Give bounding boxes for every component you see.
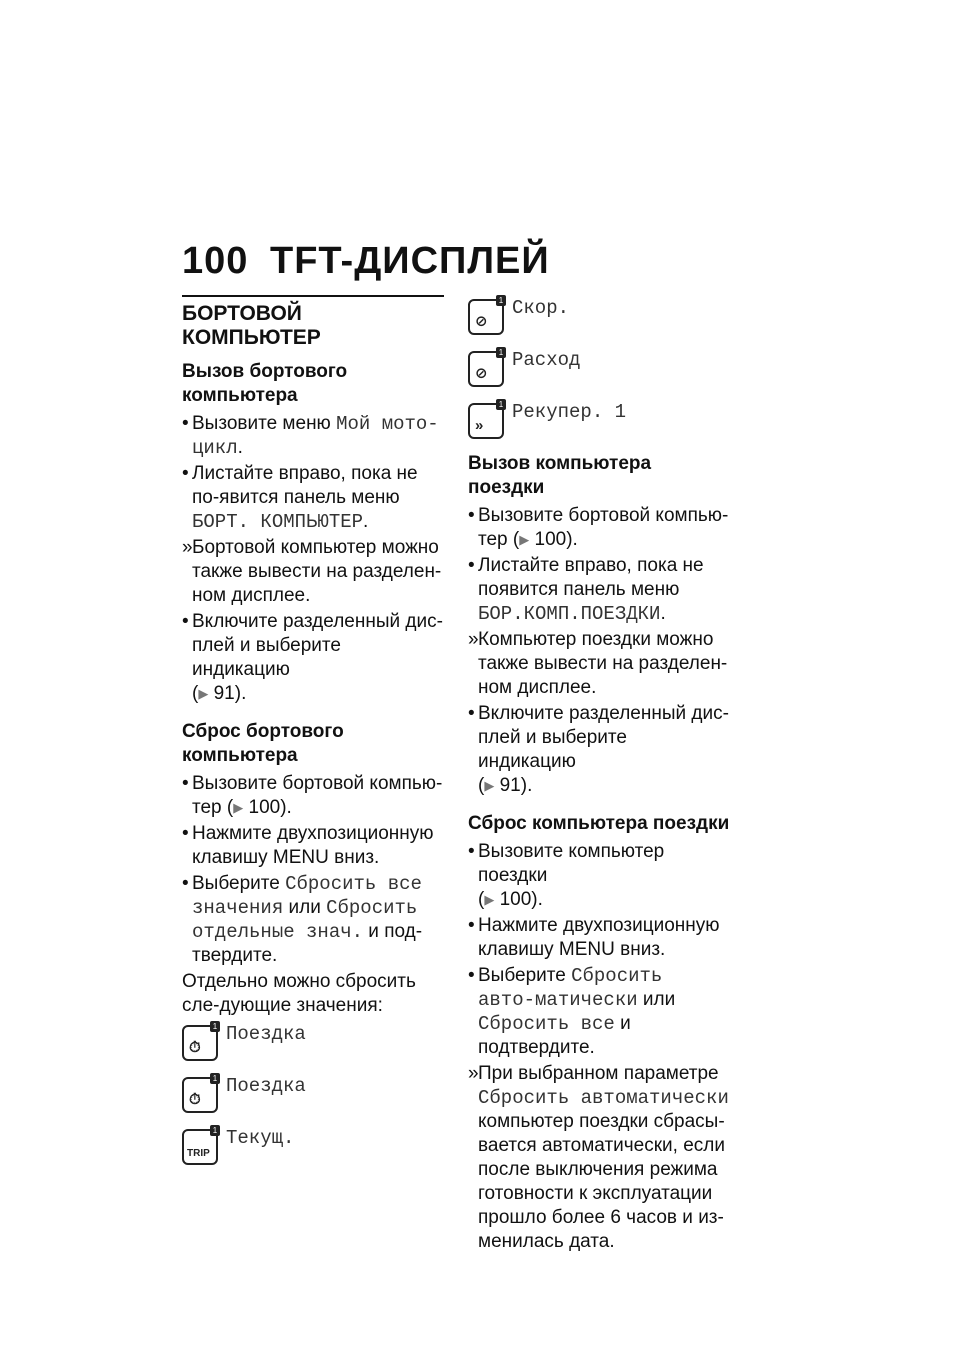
result-arrow-icon: » xyxy=(468,1063,479,1085)
page-ref-arrow-icon: ▶ xyxy=(484,892,495,908)
result-item: » Компьютер поездки можно также вывести на разделен-ном дисплее. xyxy=(468,629,728,699)
value-label: Рекупер. 1 xyxy=(512,401,627,423)
page-ref-arrow-icon: ▶ xyxy=(233,800,244,816)
section-title: БОРТОВОЙ КОМПЬЮТЕР xyxy=(182,295,444,350)
subsection-title: Вызов компьютера поездки xyxy=(468,453,652,498)
value-row xyxy=(182,1022,444,1068)
stopwatch-icon: 1 ⏱ xyxy=(182,1025,218,1061)
list-item: • Вызовите меню Мой мото-цикл. xyxy=(182,413,439,459)
list-item: • Вызовите компьютер поездки (▶ 100). xyxy=(468,841,665,911)
result-arrow-icon: » xyxy=(182,537,193,558)
bullet-icon: • xyxy=(182,773,189,795)
recuperation-icon: 1 » xyxy=(468,403,504,439)
bullet-icon: • xyxy=(468,505,475,526)
value-row xyxy=(182,1126,444,1172)
value-label: Поездка xyxy=(226,1075,306,1098)
list-item: • Включите разделенный дис-плей и выберите индикацию (▶ 91). xyxy=(182,611,443,705)
page-number: 100 xyxy=(182,240,249,282)
result-item: » Бортовой компьютер можно также вывести на разделен-ном дисплее. xyxy=(182,537,442,606)
bullet-icon: • xyxy=(468,965,475,987)
speed-icon: 1 ⊘ xyxy=(468,299,504,335)
value-row xyxy=(468,400,730,446)
list-item: • Вызовите бортовой компью-тер (▶ 100). xyxy=(468,505,729,551)
list-item: • Выберите Сбросить все значения или Сбросить отдельные знач. и под-твердите. xyxy=(182,873,423,967)
stopwatch-icon: 1 ⏱ xyxy=(182,1077,218,1113)
page-ref-arrow-icon: ▶ xyxy=(519,532,530,547)
bullet-icon: • xyxy=(182,611,189,632)
bullet-icon: • xyxy=(468,703,475,725)
subsection-title: Сброс компьютера поездки xyxy=(468,813,730,835)
bullet-icon: • xyxy=(182,823,189,845)
value-label: Расход xyxy=(512,349,581,371)
list-item: • Нажмите двухпозиционную клавишу MENU вниз. xyxy=(182,823,434,869)
list-item: • Выберите Сбросить авто-матически или Сбросить все и подтвердите. xyxy=(468,965,676,1059)
result-arrow-icon: » xyxy=(468,629,479,651)
value-label: Скор. xyxy=(512,297,570,319)
page-ref-arrow-icon: ▶ xyxy=(484,778,495,794)
bullet-icon: • xyxy=(468,841,475,863)
bullet-icon: • xyxy=(468,555,475,577)
result-item: » При выбранном параметре Сбросить автоматически компьютер поездки сбрасы-вается автоматически, если после выключения режима готовности к эксплуатации прошло более 6 часов и из-менилась дата. xyxy=(468,1063,729,1253)
bullet-icon: • xyxy=(182,873,189,895)
bullet-icon: • xyxy=(182,463,189,484)
value-label: Поездка xyxy=(226,1023,306,1046)
page-title: TFT-ДИСПЛЕЙ xyxy=(270,240,550,282)
consumption-icon: 1 ⊘ xyxy=(468,351,504,387)
bullet-icon: • xyxy=(182,413,189,434)
subsection-title: Сброс бортового компьютера xyxy=(182,721,344,767)
page-ref-arrow-icon: ▶ xyxy=(198,686,209,701)
page-header xyxy=(182,240,550,283)
subsection-title: Вызов бортового компьютера xyxy=(182,361,348,406)
list-item: • Вызовите бортовой компью-тер (▶ 100). xyxy=(182,773,443,819)
right-column xyxy=(468,292,730,1256)
paragraph: Отдельно можно сбросить сле-дующие значения: xyxy=(182,971,416,1017)
list-item: • Включите разделенный дис-плей и выберите индикацию (▶ 91). xyxy=(468,703,729,797)
list-item: • Листайте вправо, пока не по-явится панель меню БОРТ. КОМПЬЮТЕР. xyxy=(182,463,418,533)
trip-icon: 1 TRIP xyxy=(182,1129,218,1165)
value-label: Текущ. xyxy=(226,1127,295,1150)
bullet-icon: • xyxy=(468,915,475,937)
value-row xyxy=(182,1074,444,1120)
value-row xyxy=(468,296,730,342)
left-column xyxy=(182,295,444,1178)
value-row xyxy=(468,348,730,394)
list-item: • Нажмите двухпозиционную клавишу MENU вниз. xyxy=(468,915,720,961)
list-item: • Листайте вправо, пока не появится панель меню БОР.КОМП.ПОЕЗДКИ. xyxy=(468,555,704,626)
